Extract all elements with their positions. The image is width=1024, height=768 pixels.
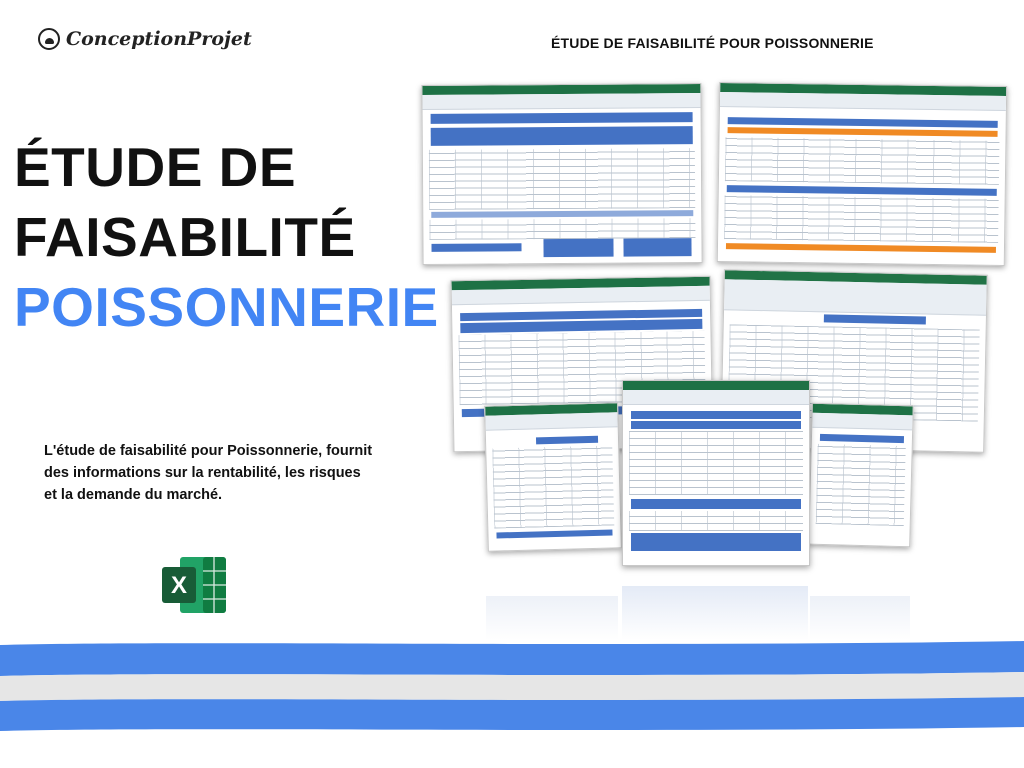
description-text: L'étude de faisabilité pour Poissonnerie, fournit des informations sur la rentabilité, les risques et la demande du marché. <box>44 443 373 503</box>
title-line-2: FAISABILITÉ <box>14 206 356 268</box>
income-statement-sheet[interactable] <box>622 380 810 566</box>
title-line-3: POISSONNERIE <box>14 276 439 338</box>
sheet-grid <box>718 107 1006 265</box>
financing-sheet[interactable] <box>484 402 622 551</box>
sheet-grid <box>623 405 809 565</box>
brand-logo[interactable] <box>38 28 252 50</box>
excel-icon <box>160 553 230 617</box>
charges-sheet[interactable] <box>717 82 1007 266</box>
page-title <box>14 132 439 342</box>
thumbnail-reflection <box>622 586 808 640</box>
sheet-grid <box>486 427 621 550</box>
fish-hand-logo-icon <box>38 28 60 50</box>
title-line-1: ÉTUDE DE <box>14 136 297 198</box>
ratios-sheet[interactable] <box>808 403 914 548</box>
excel-titlebar <box>623 381 809 390</box>
excel-ribbon <box>623 390 809 405</box>
sales-forecast-sheet[interactable] <box>421 83 702 265</box>
document-label: ÉTUDE DE FAISABILITÉ POUR POISSONNERIE <box>551 35 874 51</box>
thumbnail-reflection <box>810 596 910 640</box>
sheet-grid <box>809 428 912 547</box>
sheet-grid <box>423 108 702 264</box>
brand-name: ConceptionProjet <box>66 28 252 50</box>
excel-letter: X <box>170 572 188 599</box>
thumbnail-reflection <box>486 596 618 640</box>
